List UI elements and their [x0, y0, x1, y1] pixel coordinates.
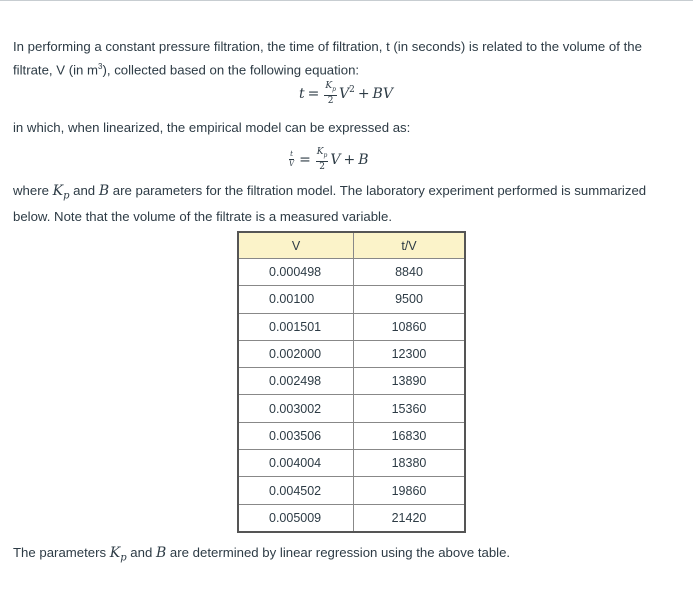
table-row	[238, 450, 465, 477]
table-header-row	[238, 232, 465, 259]
cell-v: 0.000498	[238, 259, 354, 286]
table-row	[238, 286, 465, 313]
linearized-equation: $\frac{t}{V}$ = $\frac{K_p}{2}$ V + B	[289, 147, 369, 172]
cell-t-over-v: 8840	[354, 259, 466, 286]
cell-t-over-v: 18380	[354, 450, 466, 477]
table-row	[238, 259, 465, 286]
cell-v: 0.004004	[238, 450, 354, 477]
linearized-paragraph: in which, when linearized, the empirical model can be expressed as:	[13, 120, 411, 135]
cell-t-over-v: 15360	[354, 395, 466, 422]
cell-t-over-v: 12300	[354, 340, 466, 367]
filtration-equation: t = $\frac{K_p}{2}$ V $^2$ + BV	[299, 81, 393, 106]
table-row	[238, 422, 465, 449]
cell-v: 0.001501	[238, 313, 354, 340]
t-over-v-fraction: $\frac{t}{V}$	[289, 150, 295, 169]
cell-t-over-v: 10860	[354, 313, 466, 340]
table-row	[238, 368, 465, 395]
kp-over-2-fraction: $\frac{K_p}{2}$	[316, 147, 328, 172]
cell-t-over-v: 16830	[354, 422, 466, 449]
cell-t-over-v: 13890	[354, 368, 466, 395]
table-row	[238, 477, 465, 504]
cell-v: 0.002000	[238, 340, 354, 367]
cell-t-over-v: 9500	[354, 286, 466, 313]
table-row	[238, 504, 465, 532]
column-header-v: V	[238, 232, 354, 259]
kp-over-2-fraction: $\frac{K_p}{2}$	[325, 81, 336, 106]
parameters-paragraph: where $K_p$ and B are parameters for the filtration model. The laboratory experiment performed is summarized below. Note that the volume of the filtrate is a measured variable.	[13, 183, 647, 224]
table-row	[238, 395, 465, 422]
table-row	[238, 340, 465, 367]
cell-v: 0.002498	[238, 368, 354, 395]
cell-v: 0.003002	[238, 395, 354, 422]
cell-v: 0.003506	[238, 422, 354, 449]
cell-t-over-v: 21420	[354, 504, 466, 532]
column-header-t-over-v: t/V	[354, 232, 466, 259]
cell-v: 0.005009	[238, 504, 354, 532]
top-divider	[0, 0, 693, 1]
cell-v: 0.004502	[238, 477, 354, 504]
filtration-data-table	[237, 231, 466, 533]
table-row	[238, 313, 465, 340]
intro-paragraph: In performing a constant pressure filtration, the time of filtration, t (in seconds) is related to the volume of the filtrate, V (in $m^3$), collected based on the following equation:	[13, 39, 642, 78]
cell-v: 0.00100	[238, 286, 354, 313]
conclusion-paragraph: The parameters $K_p$ and B are determined by linear regression using the above table.	[13, 545, 511, 564]
cell-t-over-v: 19860	[354, 477, 466, 504]
